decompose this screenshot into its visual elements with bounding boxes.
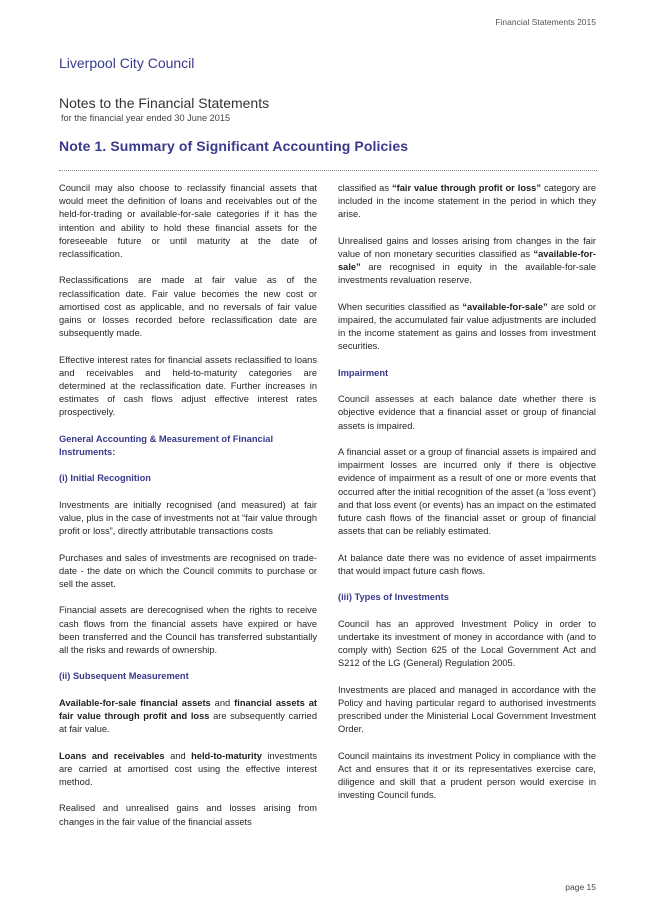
text-run: and [164, 750, 192, 761]
bold-term: held-to-maturity [191, 750, 262, 761]
text-run: investments are carried at amortised cost using the effective interest method. [59, 750, 318, 787]
paragraph: Reclassifications are made at fair value as of the reclassification date. Fair value becomes the new cost or amortised cost as applicable, and no reversals of fair value gains or losses recorded before reclassification date are subsequently made. [59, 275, 317, 339]
paragraph: Council assesses at each balance date whether there is objective evidence that a financial asset or group of financial assets is impaired. [338, 394, 596, 431]
paragraph [59, 697, 317, 737]
running-header: Financial Statements 2015 [495, 17, 596, 27]
paragraph: Realised and unrealised gains and losses arising from changes in the fair value of the financial assets [59, 803, 317, 827]
note-heading: Note 1. Summary of Significant Accounting Policies [59, 138, 409, 154]
paragraph: Investments are placed and managed in accordance with the Policy and having particular regard to authorised investments prescribed under the Ministerial Local Government Investment Order. [338, 684, 596, 735]
paragraph [338, 235, 596, 288]
paragraph: Purchases and sales of investments are recognised on trade-date - the date on which the Council commits to purchase or sell the asset. [59, 552, 317, 589]
paragraph: Council may also choose to reclassify financial assets that would meet the definition of loans and receivables out of the held-for-trading or available-for-sale categories if it has the intention and ability to hold these financial assets for the foreseeable future or until maturity at the date of reclassification. [59, 183, 317, 260]
paragraph: Council maintains its investment Policy in compliance with the Act and ensures that it or its representatives exercise care, diligence and skill that a prudent person would exercise in investing Council funds. [338, 750, 596, 801]
text-run: are sold or impaired, the accumulated fair value adjustments are included in the income statement as gains and losses from investment securities. [338, 301, 596, 352]
paragraph: A financial asset or a group of financial assets is impaired and impairment losses are incurred only if there is objective evidence of impairment as a result of one or more events that occurred after the initial recognition of the asset (a ‘loss event’) and that loss event (or events) has an impact on the estimated future cash flows of the financial asset or group of financial assets that can be reliably estimated. [338, 446, 596, 537]
section-heading-impairment: Impairment [338, 367, 389, 378]
section-heading-general: General Accounting & Measurement of Financial Instruments: [59, 433, 274, 458]
text-run: classified as [338, 183, 392, 193]
bold-term: financial assets at fair value through profit and loss [59, 697, 317, 721]
bold-term: “fair value through profit or loss” [391, 183, 541, 193]
text-run: are recognised in equity in the available-for-sale investments revaluation reserve. [338, 262, 596, 286]
org-name: Liverpool City Council [59, 55, 195, 71]
paragraph [338, 301, 596, 354]
paragraph: Investments are initially recognised (and measured) at fair value, plus in the case of investments not at “fair value through profit or loss”, directly attributable transactions costs [59, 499, 317, 537]
section-heading-initial-recognition: (i) Initial Recognition [59, 473, 151, 484]
bold-term: Available-for-sale financial assets [59, 697, 211, 708]
text-run: Unrealised gains and losses arising from changes in the fair value of non monetary securities classified as [338, 235, 596, 259]
right-column [338, 182, 596, 816]
paragraph: Effective interest rates for financial assets reclassified to loans and receivables and held-to-maturity categories are determined at the reclassification date. Further increases in estimates of cash flows adjust effective interest rates prospectively. [59, 354, 317, 418]
text-run: are subsequently carried at fair value. [59, 710, 317, 735]
paragraph [59, 750, 317, 790]
section-divider [59, 170, 597, 171]
paragraph: Financial assets are derecognised when the rights to receive cash flows from the financial assets have expired or have been transferred and the Council has transferred substantially all the risks and rewards of ownership. [59, 605, 317, 655]
bold-term: “available-for-sale” [462, 301, 548, 312]
page-title: Notes to the Financial Statements [59, 95, 270, 111]
paragraph: At balance date there was no evidence of asset impairments that would impact future cash flows. [338, 552, 596, 576]
paragraph: Council has an approved Investment Policy in order to undertake its investment of money in accordance with (and to comply with) Section 625 of the Local Government Act and S212 of the LG (General) Regulation 2005. [338, 618, 596, 669]
left-column [59, 182, 317, 842]
text-run: and [210, 697, 235, 708]
text-run: category are included in the income statement in the period in which they arise. [338, 183, 596, 220]
section-heading-types-of-investments: (iii) Types of Investments [338, 592, 449, 603]
bold-term: Loans and receivables [59, 750, 165, 761]
page-number: page 15 [565, 882, 596, 892]
section-heading-subsequent-measurement: (ii) Subsequent Measurement [59, 671, 189, 682]
paragraph [338, 182, 596, 222]
page-subtitle: for the financial year ended 30 June 2015 [61, 113, 231, 123]
bold-term: “available-for-sale” [338, 249, 596, 273]
text-run: When securities classified as [338, 301, 463, 312]
